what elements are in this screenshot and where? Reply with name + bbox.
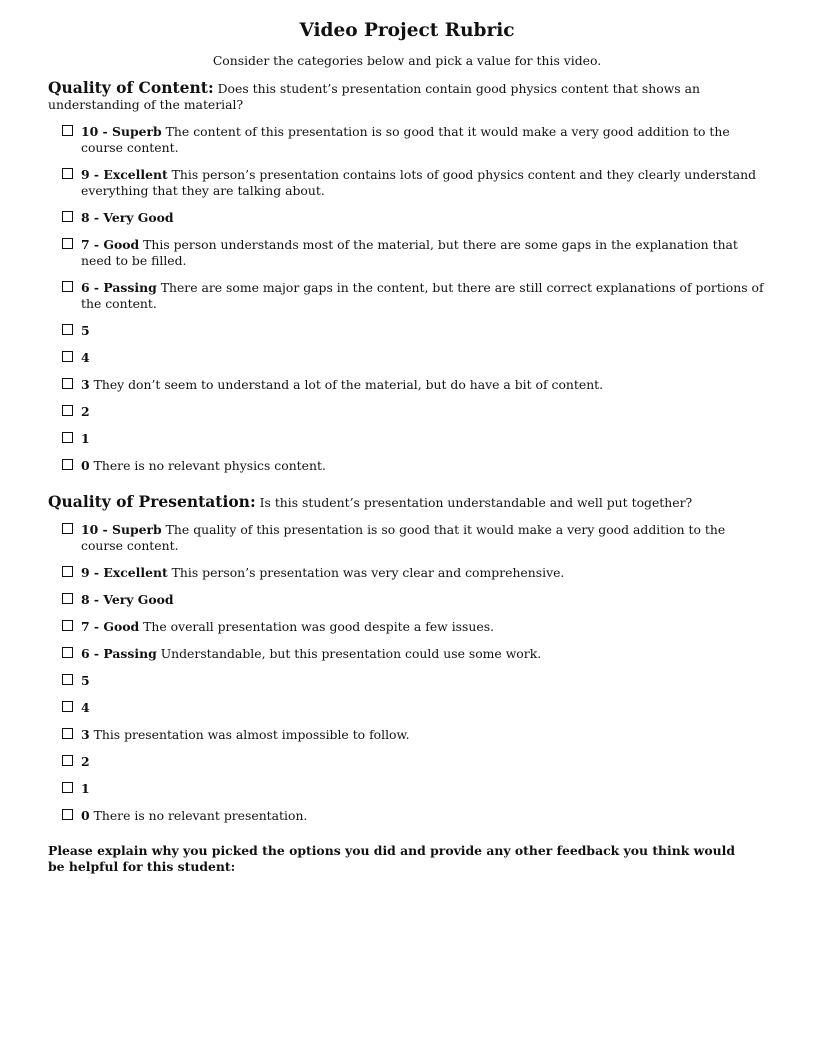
checkbox[interactable]	[62, 125, 73, 136]
rubric-option[interactable]	[48, 377, 766, 393]
option-label: 6 - Passing	[81, 646, 157, 661]
checkbox[interactable]	[62, 566, 73, 577]
checkbox[interactable]	[62, 674, 73, 685]
option-label: 0	[81, 458, 90, 473]
rubric-option[interactable]	[48, 808, 766, 824]
instructions-text: Consider the categories below and pick a value for this video.	[212, 53, 602, 68]
rubric-option[interactable]	[48, 458, 766, 474]
option-label: 1	[81, 781, 90, 796]
checkbox[interactable]	[62, 281, 73, 292]
rubric-option[interactable]	[48, 565, 766, 581]
option-description: The quality of this presentation is so good that it would make a very good addition to the course content.	[81, 522, 726, 553]
option-description: There is no relevant physics content.	[93, 458, 326, 473]
section-title: Quality of Presentation:	[48, 492, 256, 511]
option-label: 5	[81, 673, 90, 688]
option-label: 9 - Excellent	[81, 565, 168, 580]
option-label: 8 - Very Good	[81, 592, 174, 607]
checkbox[interactable]	[62, 523, 73, 534]
option-label: 10 - Superb	[81, 124, 162, 139]
feedback-prompt: Please explain why you picked the options you did and provide any other feedback you think would be helpful for this student:	[48, 843, 735, 874]
rubric-option[interactable]	[48, 781, 766, 797]
rubric-option[interactable]	[48, 280, 766, 312]
rubric-option[interactable]	[48, 646, 766, 662]
checkbox[interactable]	[62, 755, 73, 766]
option-label: 7 - Good	[81, 619, 140, 634]
checkbox[interactable]	[62, 809, 73, 820]
checkbox[interactable]	[62, 351, 73, 362]
presentation-section-header	[48, 494, 766, 511]
checkbox[interactable]	[62, 593, 73, 604]
rubric-option[interactable]	[48, 592, 766, 608]
section-question: Does this student’s presentation contain good physics content that shows an understanding of the material?	[48, 81, 700, 112]
rubric-option[interactable]	[48, 323, 766, 339]
option-description: They don’t seem to understand a lot of the material, but do have a bit of content.	[93, 377, 604, 392]
section-question: Is this student’s presentation understandable and well put together?	[259, 495, 693, 510]
option-label: 2	[81, 754, 90, 769]
rubric-option[interactable]	[48, 727, 766, 743]
option-label: 4	[81, 350, 90, 365]
section-title: Quality of Content:	[48, 78, 214, 97]
rubric-option[interactable]	[48, 431, 766, 447]
rubric-page	[48, 20, 766, 875]
checkbox[interactable]	[62, 324, 73, 335]
rubric-option[interactable]	[48, 754, 766, 770]
rubric-option[interactable]	[48, 673, 766, 689]
page-title: Video Project Rubric	[299, 20, 515, 41]
option-description: This person’s presentation was very clear and comprehensive.	[171, 565, 565, 580]
rubric-option[interactable]	[48, 167, 766, 199]
option-label: 10 - Superb	[81, 522, 162, 537]
checkbox[interactable]	[62, 378, 73, 389]
option-label: 1	[81, 431, 90, 446]
option-label: 6 - Passing	[81, 280, 157, 295]
content-section-header	[48, 80, 766, 113]
checkbox[interactable]	[62, 211, 73, 222]
checkbox[interactable]	[62, 432, 73, 443]
rubric-option[interactable]	[48, 404, 766, 420]
option-label: 8 - Very Good	[81, 210, 174, 225]
checkbox[interactable]	[62, 701, 73, 712]
checkbox[interactable]	[62, 647, 73, 658]
option-description: The overall presentation was good despite a few issues.	[143, 619, 495, 634]
option-label: 0	[81, 808, 90, 823]
option-label: 3	[81, 727, 90, 742]
rubric-option[interactable]	[48, 700, 766, 716]
option-label: 7 - Good	[81, 237, 140, 252]
presentation-options-list	[48, 522, 766, 824]
option-description: This person’s presentation contains lots of good physics content and they clearly understand everything that they are talking about.	[81, 167, 757, 198]
option-label: 2	[81, 404, 90, 419]
checkbox[interactable]	[62, 459, 73, 470]
rubric-option[interactable]	[48, 237, 766, 269]
rubric-option[interactable]	[48, 522, 766, 554]
option-description: This presentation was almost impossible to follow.	[93, 727, 410, 742]
option-label: 9 - Excellent	[81, 167, 168, 182]
rubric-option[interactable]	[48, 210, 766, 226]
checkbox[interactable]	[62, 405, 73, 416]
checkbox[interactable]	[62, 238, 73, 249]
rubric-option[interactable]	[48, 350, 766, 366]
content-options-list	[48, 124, 766, 474]
option-label: 3	[81, 377, 90, 392]
checkbox[interactable]	[62, 620, 73, 631]
option-description: The content of this presentation is so good that it would make a very good addition to the course content.	[81, 124, 730, 155]
rubric-option[interactable]	[48, 619, 766, 635]
checkbox[interactable]	[62, 168, 73, 179]
option-description: Understandable, but this presentation could use some work.	[160, 646, 542, 661]
option-label: 5	[81, 323, 90, 338]
option-label: 4	[81, 700, 90, 715]
option-description: There are some major gaps in the content, but there are still correct explanations of portions of the content.	[81, 280, 764, 311]
option-description: This person understands most of the material, but there are some gaps in the explanation that need to be filled.	[81, 237, 738, 268]
checkbox[interactable]	[62, 782, 73, 793]
option-description: There is no relevant presentation.	[93, 808, 308, 823]
checkbox[interactable]	[62, 728, 73, 739]
rubric-option[interactable]	[48, 124, 766, 156]
